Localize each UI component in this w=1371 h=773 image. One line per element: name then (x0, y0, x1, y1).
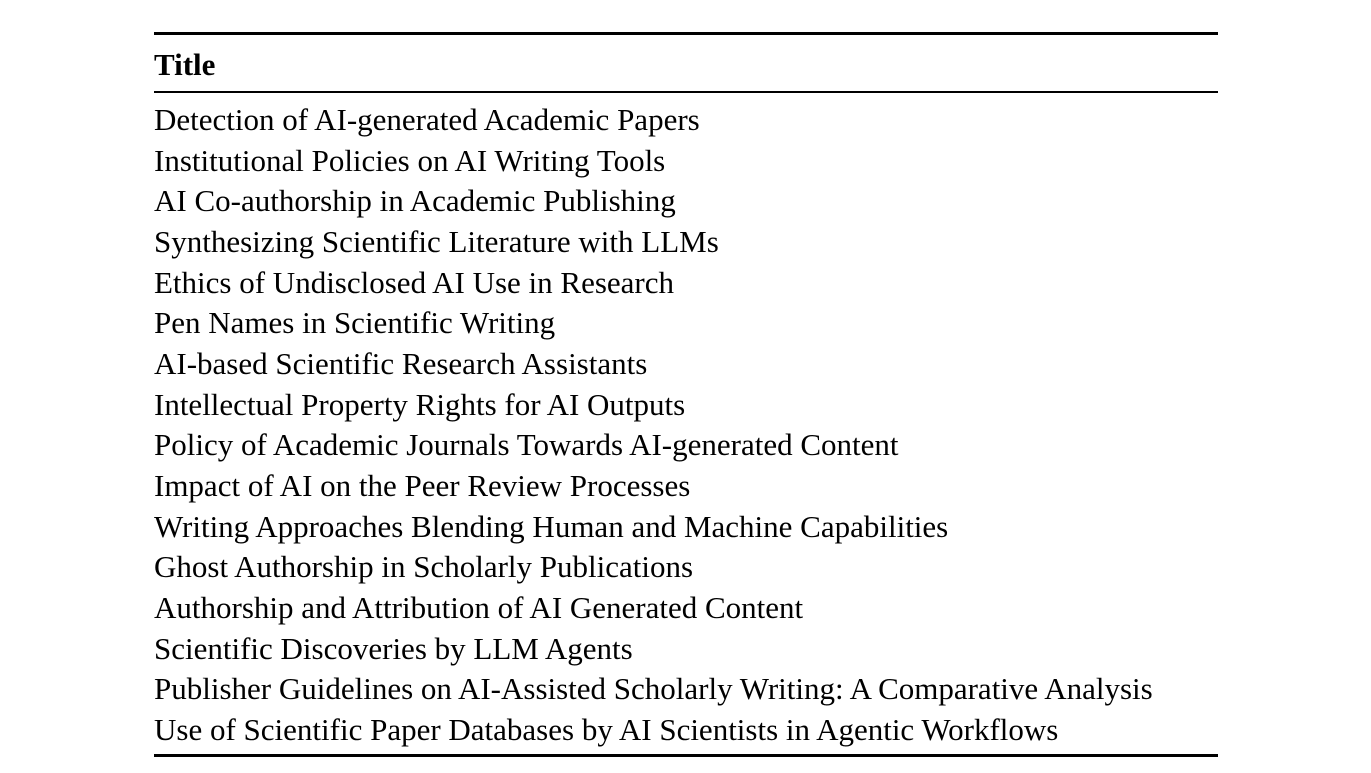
table-row: AI Co-authorship in Academic Publishing (154, 183, 676, 219)
table-row: AI-based Scientific Research Assistants (154, 345, 648, 381)
table-row: Institutional Policies on AI Writing Tools (154, 142, 666, 178)
table-row: Authorship and Attribution of AI Generated Content (154, 590, 804, 626)
table-row: Synthesizing Scientific Literature with LLMs (154, 223, 719, 259)
table-row: Ethics of Undisclosed AI Use in Research (154, 264, 674, 300)
table-row: Writing Approaches Blending Human and Machine Capabilities (154, 508, 949, 544)
table-row: Ghost Authorship in Scholarly Publications (154, 549, 694, 585)
table-row: Intellectual Property Rights for AI Outputs (154, 386, 686, 422)
column-header-title: Title (154, 46, 216, 82)
table-row: Scientific Discoveries by LLM Agents (154, 630, 633, 666)
table-bottom-rule (154, 754, 1218, 757)
table-row: Policy of Academic Journals Towards AI-generated Content (154, 427, 899, 463)
table-row: Detection of AI-generated Academic Papers (154, 101, 700, 137)
table-body (154, 93, 1218, 750)
table-row: Publisher Guidelines on AI-Assisted Scholarly Writing: A Comparative Analysis (154, 671, 1153, 707)
titles-table (154, 32, 1218, 757)
table-header-row (154, 35, 1218, 91)
table-row: Impact of AI on the Peer Review Processes (154, 468, 691, 504)
table-row: Pen Names in Scientific Writing (154, 305, 556, 341)
table-row: Use of Scientific Paper Databases by AI Scientists in Agentic Workflows (154, 712, 1059, 748)
